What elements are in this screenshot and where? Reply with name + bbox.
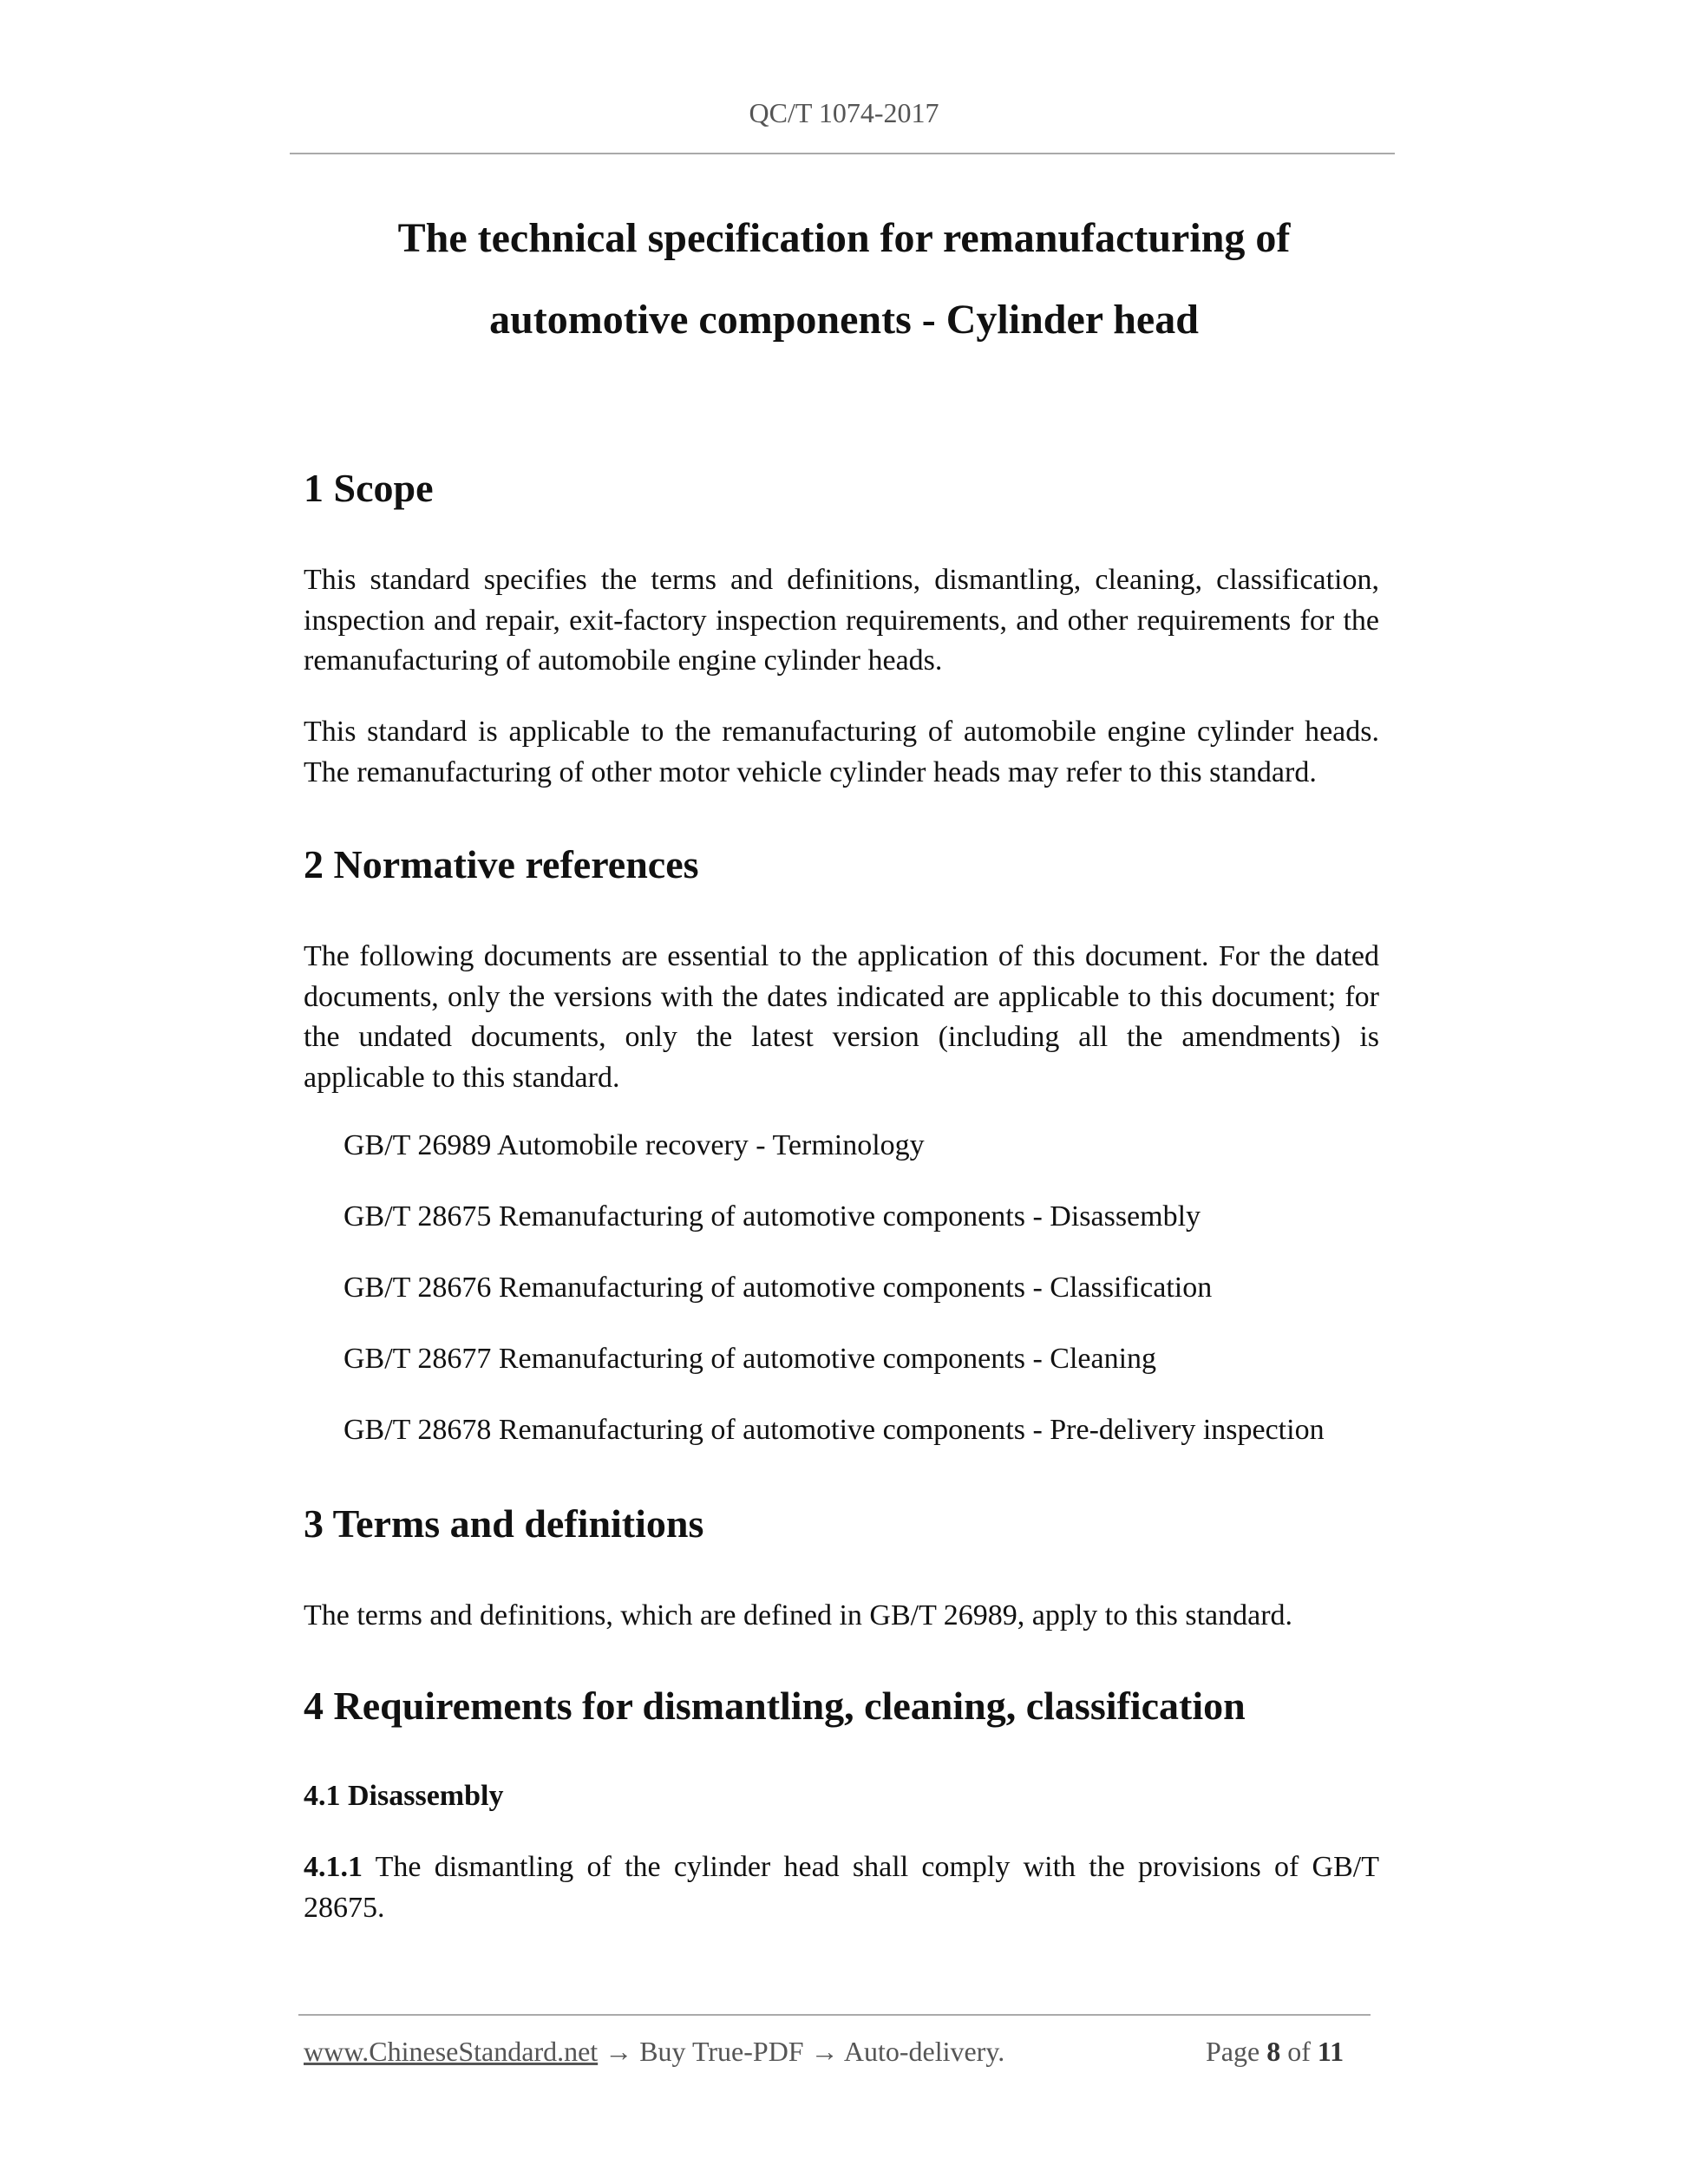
page-indicator [1206,2036,1344,2068]
title-line-2: automotive components - Cylinder head [489,297,1199,343]
reference-item: GB/T 28675 Remanufacturing of automotive components - Disassembly [343,1200,1201,1233]
scope-paragraph-2: This standard is applicable to the remanufacturing of automobile engine cylinder heads. The remanufacturing of other motor vehicle cylinder heads may refer to this standard. [304,716,1379,788]
document-title [0,198,1688,361]
section-heading-scope: 1 Scope [304,466,434,510]
of-label: of [1287,2036,1311,2067]
scope-paragraph-1: This standard specifies the terms and definitions, dismantling, cleaning, classification, inspection and repair, exit-factory inspection requirements, and other requirements for the remanufacturing of automobile engine cylinder heads. [304,564,1379,677]
section-heading-terms-and-definitions: 3 Terms and definitions [304,1501,704,1546]
total-pages-number: 11 [1317,2036,1345,2067]
terms-paragraph: The terms and definitions, which are defined in GB/T 26989, apply to this standard. [304,1599,1293,1631]
header-standard-code: QC/T 1074-2017 [749,97,939,128]
footer-divider [298,2014,1371,2016]
normative-paragraph: The following documents are essential to the application of this document. For the dated documents, only the versions with the dates indicated are applicable to this document; for the undated documents, only the latest version (including all the amendments) is applicable to this standard. [304,940,1379,1094]
clause-text: The dismantling of the cylinder head shall comply with the provisions of GB/T 28675. [304,1851,1379,1924]
clause-4-1-1 [304,1847,1379,1928]
subsection-heading-disassembly: 4.1 Disassembly [304,1780,504,1812]
footer-promo [304,2036,1004,2068]
reference-item: GB/T 26989 Automobile recovery - Terminology [343,1129,925,1161]
page-label: Page [1206,2036,1260,2067]
auto-delivery-text: Auto-delivery. [843,2036,1005,2067]
title-line-1: The technical specification for remanufacturing of [397,215,1291,261]
reference-item: GB/T 28676 Remanufacturing of automotive components - Classification [343,1272,1213,1304]
current-page-number: 8 [1266,2036,1281,2067]
arrow-right-icon: → [810,2036,839,2067]
arrow-right-icon: → [605,2036,633,2067]
section-heading-normative-references: 2 Normative references [304,842,699,886]
header-divider [290,153,1395,154]
section-heading-requirements: 4 Requirements for dismantling, cleaning, classification [304,1684,1246,1728]
website-link[interactable]: www.ChineseStandard.net [304,2036,599,2067]
reference-item: GB/T 28678 Remanufacturing of automotive components - Pre-delivery inspection [343,1414,1325,1446]
buy-true-pdf-text: Buy True-PDF [639,2036,804,2067]
reference-item: GB/T 28677 Remanufacturing of automotive components - Cleaning [343,1343,1157,1375]
clause-number: 4.1.1 [304,1851,363,1883]
